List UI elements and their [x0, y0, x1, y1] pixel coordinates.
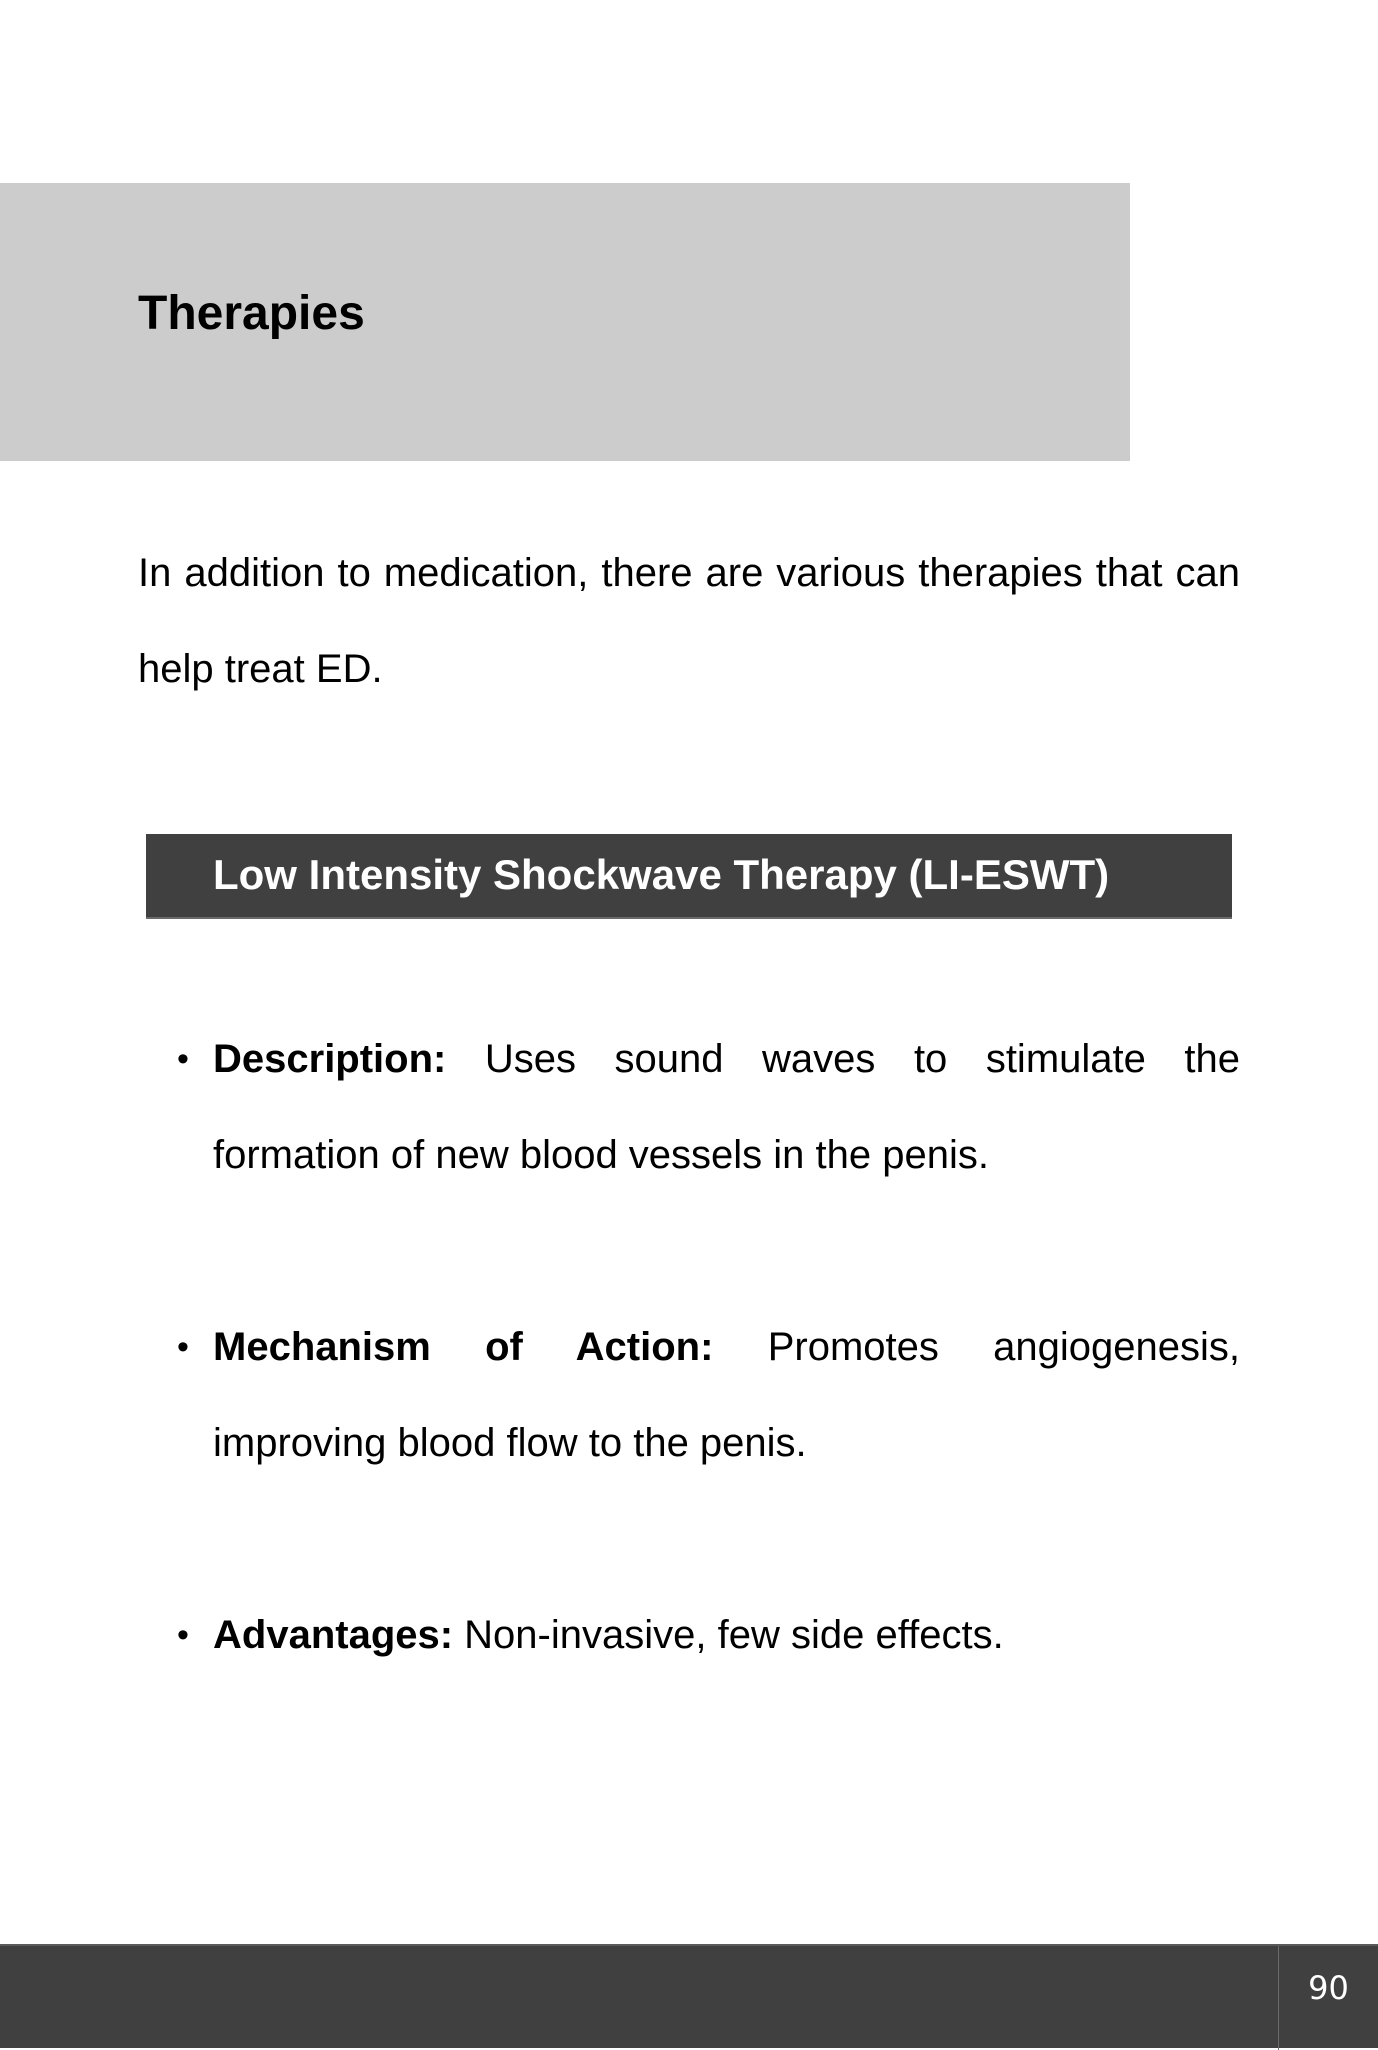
list-item	[177, 1587, 1240, 1683]
item-text: Promotes angiogenesis, improving blood flow to the penis.	[213, 1325, 1241, 1465]
bullet-icon: •	[177, 1328, 189, 1366]
intro-paragraph: In addition to medication, there are various therapies that can help treat ED.	[138, 551, 1240, 691]
item-text: Non-invasive, few side effects.	[464, 1613, 1004, 1657]
bullet-icon: •	[177, 1616, 189, 1654]
list-item	[177, 1299, 1241, 1491]
item-label: Mechanism of Action:	[213, 1325, 768, 1369]
list-item	[177, 1011, 1240, 1203]
item-label: Advantages:	[213, 1613, 465, 1657]
page-number: 90	[1308, 1969, 1349, 2007]
bullet-icon: •	[177, 1040, 189, 1078]
page-title: Therapies	[138, 287, 365, 340]
section-header-bar	[146, 834, 1232, 919]
section-title: Low Intensity Shockwave Therapy (LI-ESWT)	[213, 851, 1110, 898]
page-footer	[0, 1944, 1378, 2048]
item-label: Description:	[213, 1037, 485, 1081]
item-text: Uses sound waves to stimulate the formation of new blood vessels in the penis.	[213, 1037, 1240, 1177]
